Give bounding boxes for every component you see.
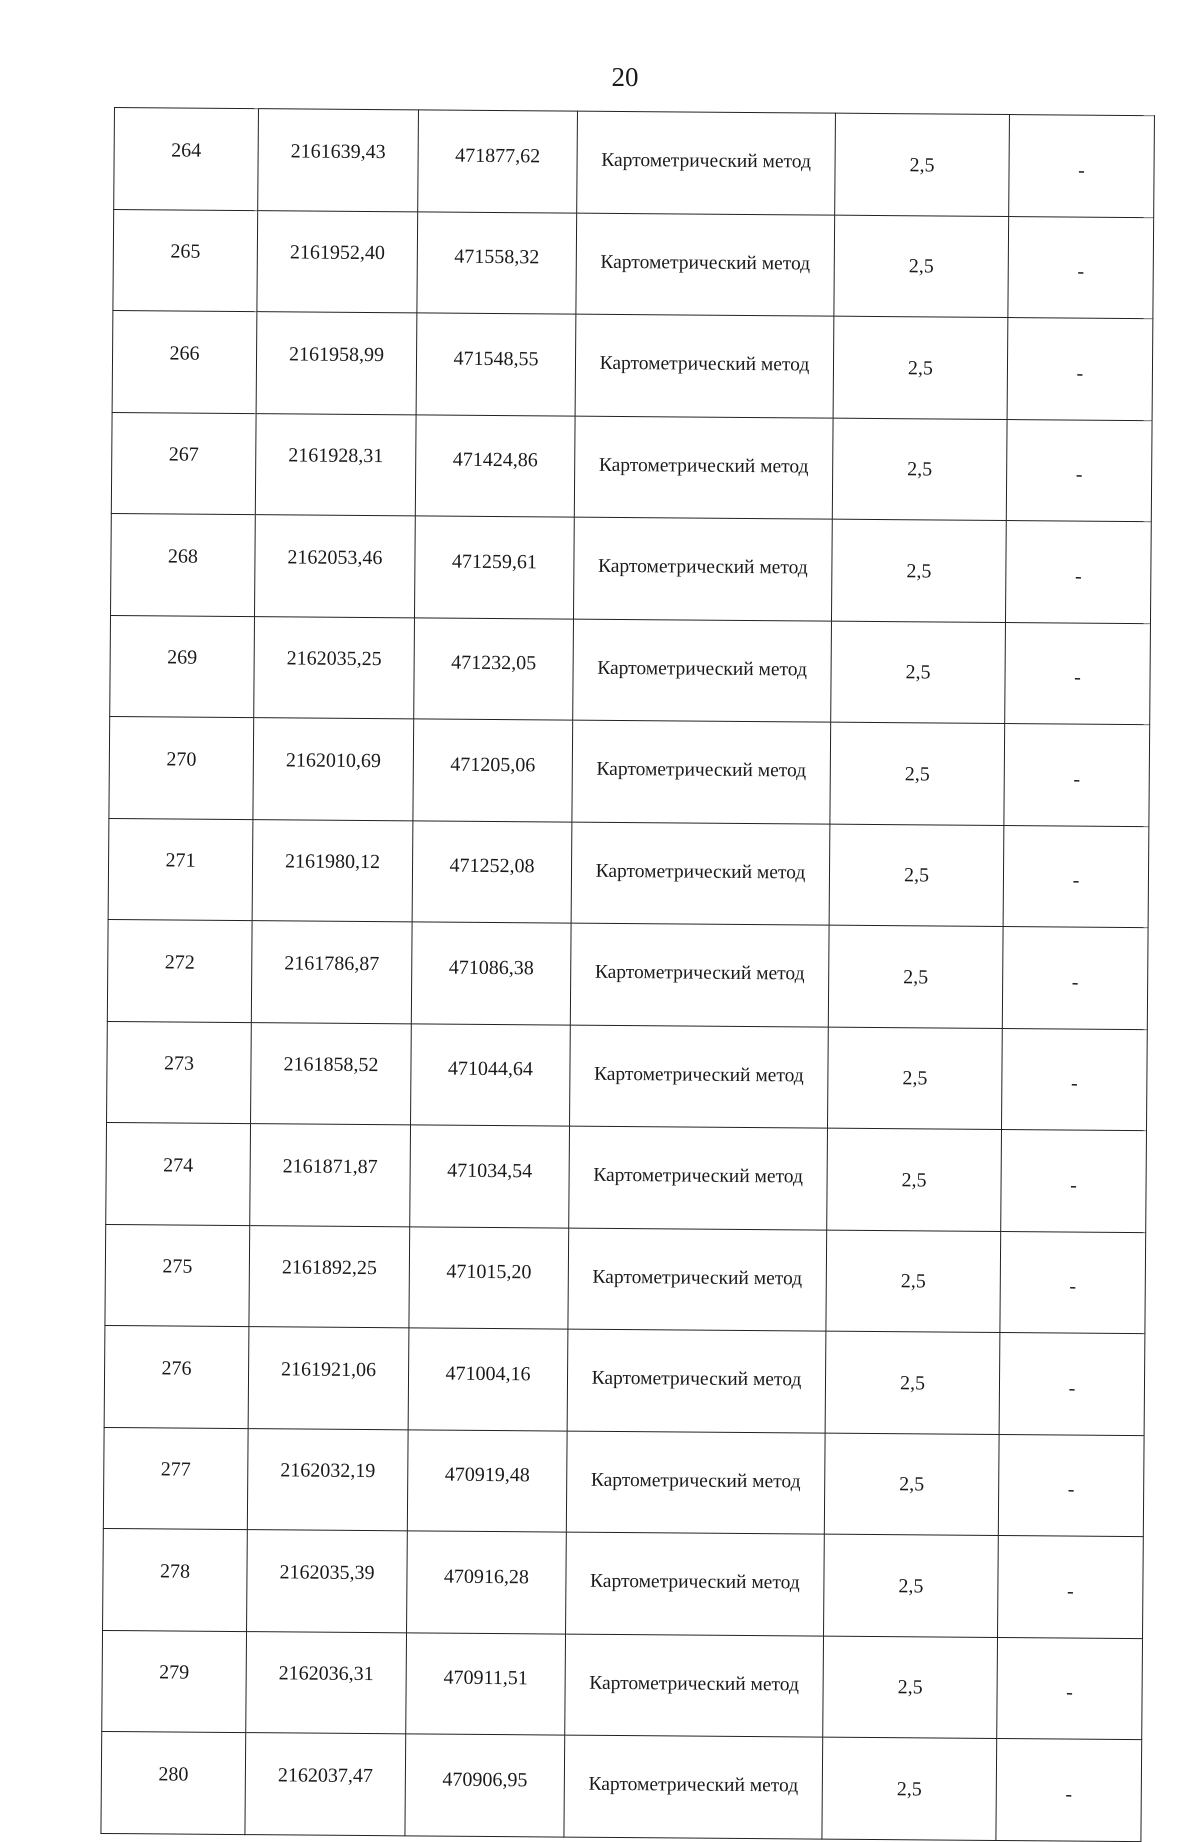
point-number-cell: 274 [106, 1122, 251, 1225]
description-cell: - [1008, 216, 1154, 319]
description-cell: - [1002, 927, 1148, 1030]
x-coordinate-cell: 2161952,40 [257, 210, 418, 313]
description-cell: - [1006, 419, 1152, 522]
table-row [103, 1528, 1144, 1638]
y-coordinate-cell: 471232,05 [414, 617, 574, 720]
y-coordinate-cell: 471877,62 [418, 110, 578, 213]
table-row [109, 716, 1150, 826]
accuracy-cell: 2,5 [825, 1331, 1000, 1434]
point-number-cell: 266 [112, 310, 257, 413]
method-cell: Картометрический метод [574, 416, 833, 520]
method-cell: Картометрический метод [565, 1634, 824, 1738]
table-row [102, 1630, 1143, 1740]
point-number-cell: 280 [101, 1731, 246, 1834]
point-number-cell: 270 [109, 716, 254, 819]
table-row [101, 1731, 1142, 1841]
accuracy-cell: 2,5 [823, 1636, 998, 1739]
table-row [106, 1122, 1147, 1232]
y-coordinate-cell: 470906,95 [405, 1734, 565, 1837]
accuracy-cell: 2,5 [826, 1230, 1001, 1333]
table-row [108, 818, 1149, 928]
y-coordinate-cell: 471424,86 [415, 414, 575, 517]
table-row [113, 209, 1154, 319]
method-cell: Картометрический метод [568, 1228, 827, 1332]
accuracy-cell: 2,5 [831, 621, 1006, 724]
accuracy-cell: 2,5 [834, 215, 1009, 318]
x-coordinate-cell: 2162037,47 [245, 1733, 406, 1836]
y-coordinate-cell: 471558,32 [417, 211, 577, 314]
point-number-cell: 271 [108, 818, 253, 921]
x-coordinate-cell: 2162035,39 [247, 1530, 408, 1633]
table-row [110, 615, 1151, 725]
method-cell: Картометрический метод [573, 619, 832, 723]
accuracy-cell: 2,5 [829, 824, 1004, 927]
description-cell: - [996, 1738, 1142, 1841]
x-coordinate-cell: 2161871,87 [250, 1124, 411, 1227]
y-coordinate-cell: 470916,28 [407, 1531, 567, 1634]
x-coordinate-cell: 2162053,46 [255, 515, 416, 618]
x-coordinate-cell: 2162035,25 [254, 616, 415, 719]
method-cell: Картометрический метод [577, 111, 836, 215]
method-cell: Картометрический метод [569, 1126, 828, 1230]
x-coordinate-cell: 2162010,69 [253, 718, 414, 821]
accuracy-cell: 2,5 [831, 519, 1006, 622]
coordinates-table-wrapper [100, 107, 1154, 1842]
y-coordinate-cell: 471252,08 [412, 820, 572, 923]
accuracy-cell: 2,5 [824, 1534, 999, 1637]
method-cell: Картометрический метод [570, 923, 829, 1027]
y-coordinate-cell: 471004,16 [408, 1328, 568, 1431]
accuracy-cell: 2,5 [824, 1433, 999, 1536]
table-row [112, 310, 1153, 420]
description-cell: - [1000, 1231, 1146, 1334]
accuracy-cell: 2,5 [828, 1027, 1003, 1130]
description-cell: - [1005, 521, 1151, 624]
x-coordinate-cell: 2161921,06 [248, 1327, 409, 1430]
method-cell: Картометрический метод [575, 314, 834, 418]
y-coordinate-cell: 470919,48 [407, 1429, 567, 1532]
page-number: 20 [611, 62, 639, 92]
description-cell: - [998, 1535, 1144, 1638]
description-cell: - [1009, 115, 1155, 218]
x-coordinate-cell: 2161892,25 [249, 1225, 410, 1328]
description-cell: - [997, 1637, 1143, 1740]
description-cell: - [1004, 724, 1150, 827]
point-number-cell: 265 [113, 209, 258, 312]
accuracy-cell: 2,5 [833, 316, 1008, 419]
y-coordinate-cell: 471548,55 [416, 313, 576, 416]
point-number-cell: 267 [111, 412, 256, 515]
y-coordinate-cell: 471015,20 [409, 1226, 569, 1329]
point-number-cell: 279 [102, 1630, 247, 1733]
y-coordinate-cell: 471034,54 [410, 1125, 570, 1228]
x-coordinate-cell: 2161786,87 [251, 921, 412, 1024]
accuracy-cell: 2,5 [828, 925, 1003, 1028]
point-number-cell: 276 [104, 1325, 249, 1428]
table-row [107, 1021, 1148, 1131]
method-cell: Картометрический метод [570, 1025, 829, 1129]
description-cell: - [1001, 1028, 1147, 1131]
y-coordinate-cell: 471205,06 [413, 719, 573, 822]
method-cell: Картометрический метод [564, 1735, 823, 1839]
method-cell: Картометрический метод [573, 517, 832, 621]
coordinates-table-body [101, 108, 1155, 1842]
description-cell: - [1003, 825, 1149, 928]
point-number-cell: 268 [111, 513, 256, 616]
accuracy-cell: 2,5 [830, 722, 1005, 825]
x-coordinate-cell: 2161928,31 [255, 413, 416, 516]
y-coordinate-cell: 471086,38 [411, 922, 571, 1025]
table-row [104, 1325, 1145, 1435]
point-number-cell: 269 [110, 615, 255, 718]
table-row [107, 919, 1148, 1029]
y-coordinate-cell: 471259,61 [415, 516, 575, 619]
x-coordinate-cell: 2161980,12 [252, 819, 413, 922]
method-cell: Картометрический метод [567, 1329, 826, 1433]
description-cell: - [1007, 318, 1153, 421]
table-row [105, 1224, 1146, 1334]
y-coordinate-cell: 471044,64 [411, 1023, 571, 1126]
y-coordinate-cell: 470911,51 [406, 1632, 566, 1735]
x-coordinate-cell: 2162036,31 [246, 1631, 407, 1734]
accuracy-cell: 2,5 [822, 1737, 997, 1840]
coordinates-table [100, 107, 1155, 1842]
description-cell: - [998, 1434, 1144, 1537]
table-row [111, 513, 1152, 623]
accuracy-cell: 2,5 [827, 1128, 1002, 1231]
description-cell: - [1005, 622, 1151, 725]
description-cell: - [999, 1332, 1145, 1435]
description-cell: - [1001, 1130, 1147, 1233]
x-coordinate-cell: 2162032,19 [247, 1428, 408, 1531]
x-coordinate-cell: 2161958,99 [256, 312, 417, 415]
point-number-cell: 264 [114, 108, 259, 211]
method-cell: Картометрический метод [572, 720, 831, 824]
point-number-cell: 275 [105, 1224, 250, 1327]
method-cell: Картометрический метод [576, 213, 835, 317]
table-row [114, 108, 1155, 218]
point-number-cell: 273 [107, 1021, 252, 1124]
accuracy-cell: 2,5 [832, 418, 1007, 521]
x-coordinate-cell: 2161858,52 [251, 1022, 412, 1125]
point-number-cell: 277 [103, 1427, 248, 1530]
method-cell: Картометрический метод [566, 1532, 825, 1636]
method-cell: Картометрический метод [566, 1431, 825, 1535]
table-row [103, 1427, 1144, 1537]
accuracy-cell: 2,5 [835, 113, 1010, 216]
table-row [111, 412, 1152, 522]
point-number-cell: 272 [107, 919, 252, 1022]
point-number-cell: 278 [103, 1528, 248, 1631]
method-cell: Картометрический метод [571, 822, 830, 926]
x-coordinate-cell: 2161639,43 [258, 109, 419, 212]
